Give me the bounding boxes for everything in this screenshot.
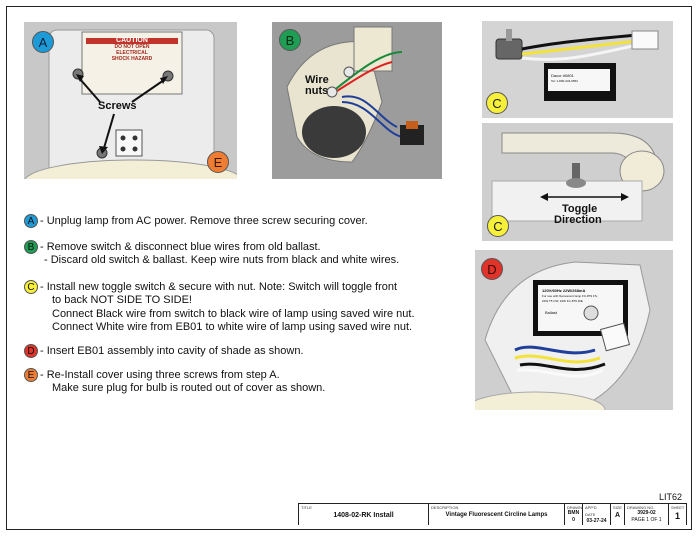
photo-d-illustration [475, 250, 673, 410]
step-c-badge: C [24, 280, 38, 294]
step-e-line: Make sure plug for bulb is routed out of cover as shown. [52, 382, 326, 394]
d-label-line: 22W T5 CW, 22W FC-8T9 R/E [542, 299, 583, 303]
step-c-line: Connect Black wire from switch to black wire of lamp using saved wire nut. [52, 308, 415, 320]
d-label-line: For use with fluorescent lamp FC-8T9 FS, [542, 294, 598, 298]
drawing-number-cell [625, 504, 669, 525]
step-e-line: - Re-Install cover using three screws from step A. [40, 369, 280, 381]
photo-a-badge: A [32, 31, 54, 53]
step-d-badge: D [24, 344, 38, 358]
title-caption: TITLE [301, 505, 312, 510]
d-label-line: 120V/60Hz 22W/268mA [542, 288, 586, 293]
title-cell [299, 504, 429, 525]
photo-c2-badge: C [487, 215, 509, 237]
date-value: 03-27-24 [586, 518, 607, 524]
photo-c1-badge: C [486, 92, 508, 114]
description-cell [429, 504, 565, 525]
photo-b-badge: B [279, 29, 301, 51]
drawing-number-value: 3929-02 [637, 510, 656, 516]
sheet-cell [669, 504, 687, 525]
photo-c1-illustration [482, 21, 673, 118]
step-b-badge: B [24, 240, 38, 254]
drawn-cell [565, 504, 583, 525]
caution-line: CAUTION [86, 38, 178, 44]
wire-nuts-label-2: nuts [305, 85, 329, 97]
photo-a-corner-badge: E [207, 151, 229, 173]
photo-c2 [482, 123, 673, 241]
date-cell [583, 504, 611, 525]
step-c-line: - Install new toggle switch & secure with nut. Note: Switch will toggle front [40, 281, 398, 293]
screws-label: Screws [98, 100, 137, 112]
caution-line: ELECTRICAL [116, 50, 148, 56]
d-label-line: Ballast [545, 310, 558, 315]
c1-label-line: Tel: 1-800-343-9553 [551, 79, 578, 83]
caution-label [86, 38, 178, 62]
step-c-line: Connect White wire from EB01 to white wire of lamp using saved wire nut. [52, 321, 413, 333]
drawn-caption: DRAWN [567, 505, 582, 510]
size-value: A [614, 512, 621, 519]
c1-label-line: Dacor #0801 [551, 73, 574, 78]
step-a-badge: A [24, 214, 38, 228]
approved-caption: APP'D [585, 505, 597, 510]
step-c-line: to back NOT SIDE TO SIDE! [52, 294, 192, 306]
photo-d [475, 250, 673, 410]
step-e-badge: E [24, 368, 38, 382]
step-b-line: - Remove switch & disconnect blue wires from old ballast. [40, 241, 321, 253]
step-a-line: - Unplug lamp from AC power. Remove three screw securing cover. [40, 215, 368, 227]
sheet-caption: SHEET [671, 505, 685, 510]
revision-value: 0 [572, 517, 575, 523]
sheet-value: 1 [674, 511, 680, 521]
drawn-value: BMN [567, 510, 580, 516]
size-cell [611, 504, 625, 525]
photo-a [24, 22, 237, 179]
description-value: Vintage Fluorescent Circline Lamps [445, 512, 548, 518]
size-caption: SIZE [613, 505, 622, 510]
step-d-line: - Insert EB01 assembly into cavity of shade as shown. [40, 345, 304, 357]
caution-line: SHOCK HAZARD [111, 56, 153, 62]
photo-d-badge: D [481, 258, 503, 280]
page-value: PAGE 1 OF 1 [631, 517, 662, 523]
toggle-direction-label-1: Toggle [562, 203, 598, 215]
title-block [298, 503, 687, 525]
document-code: LIT62 [658, 492, 682, 502]
photo-c1 [482, 21, 673, 118]
description-caption: DESCRIPTION [431, 505, 459, 510]
toggle-direction-label-2: Direction [554, 214, 602, 226]
photo-b [272, 22, 442, 179]
title-value: 1408-02-RK Install [333, 512, 394, 519]
date-caption: DATE [585, 512, 596, 517]
caution-line: DO NOT OPEN [114, 44, 150, 50]
wire-nuts-label-1: Wire [305, 74, 329, 86]
drawing-number-caption: DRAWING NO. [627, 505, 655, 510]
step-b-line: - Discard old switch & ballast. Keep wire nuts from black and white wires. [44, 254, 400, 266]
